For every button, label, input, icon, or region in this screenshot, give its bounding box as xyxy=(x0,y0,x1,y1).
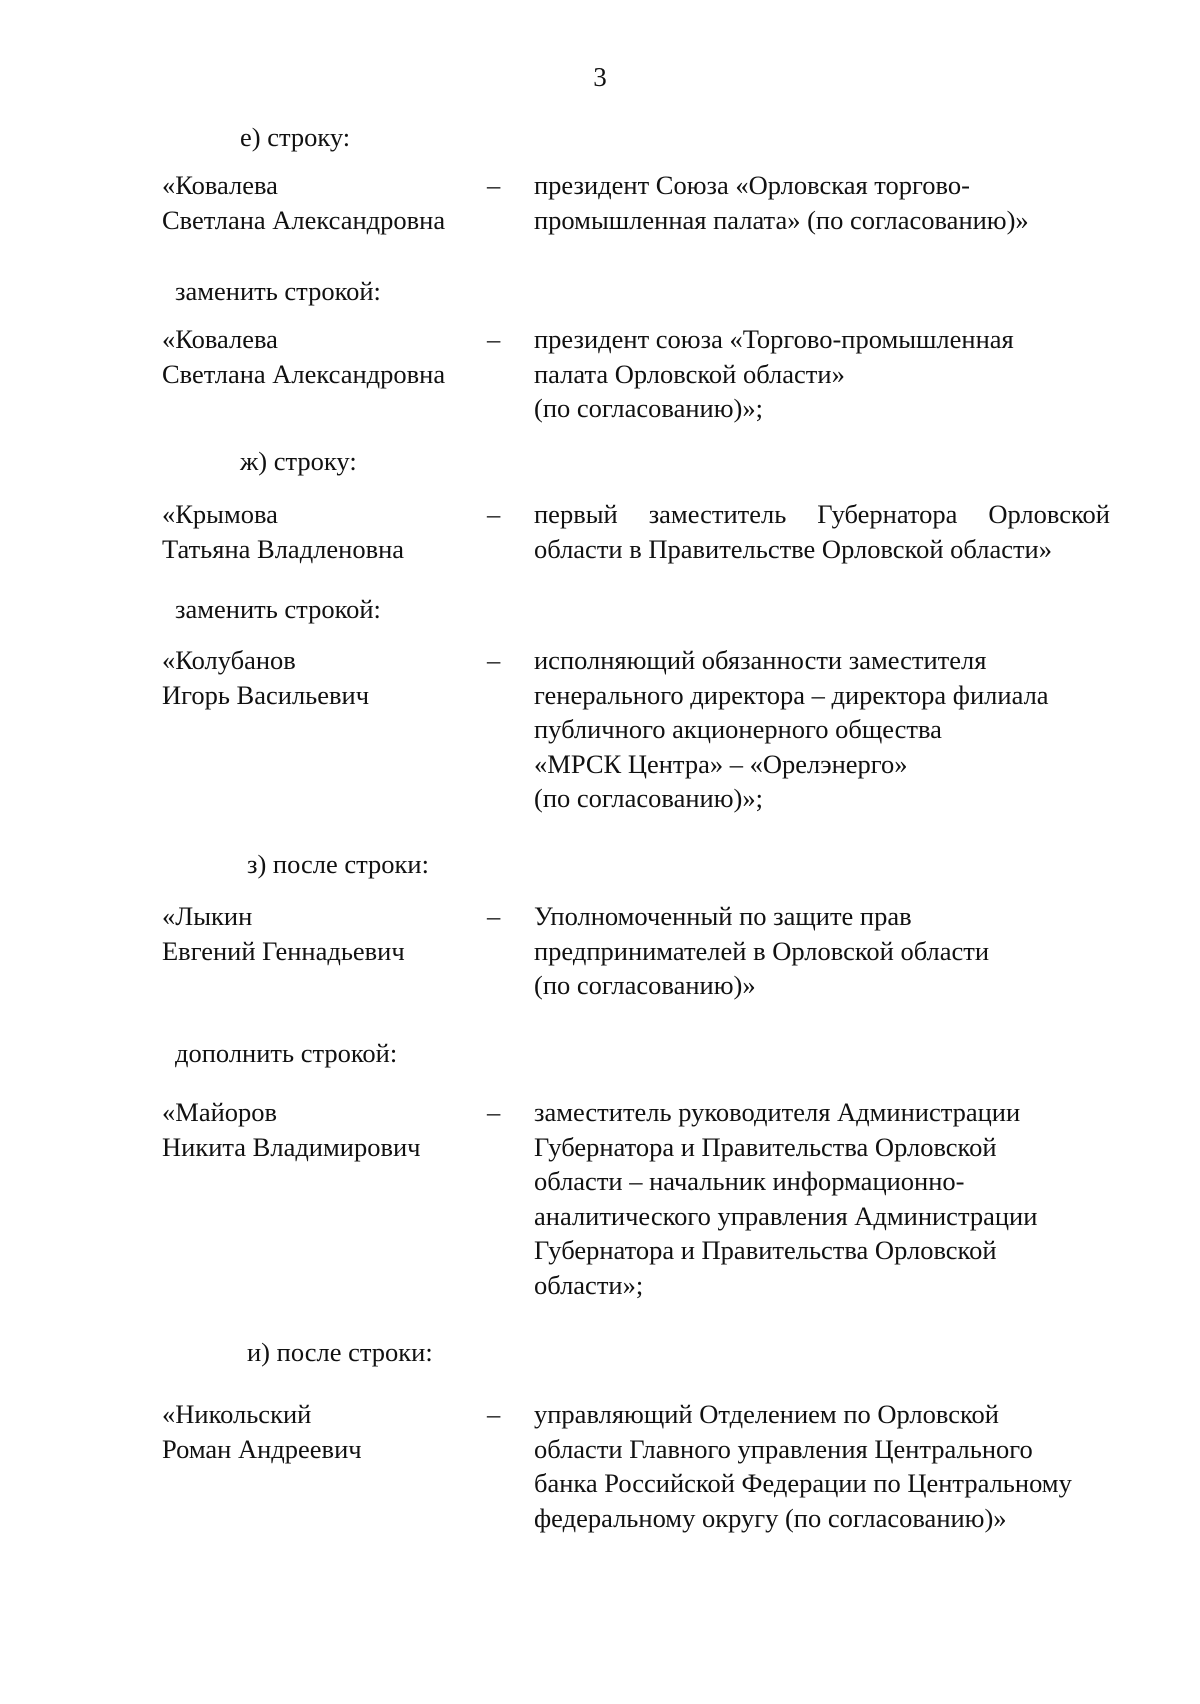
surname: «Колубанов xyxy=(162,645,296,675)
given-names: Евгений Геннадьевич xyxy=(162,935,405,966)
description-line: генерального директора – директора филиала xyxy=(534,679,1049,710)
description-line: исполняющий обязанности заместителя xyxy=(534,645,987,675)
dash-separator: – xyxy=(487,1097,501,1127)
person-name xyxy=(162,1095,462,1164)
instruction-e: е) строку: xyxy=(240,122,351,152)
given-names: Игорь Васильевич xyxy=(162,679,370,710)
person-name xyxy=(162,899,462,968)
page-number: 3 xyxy=(593,62,607,92)
description-line: (по согласованию)» xyxy=(534,970,756,1000)
instruction-z: з) после строки: xyxy=(247,849,429,879)
position-description xyxy=(534,497,1122,566)
description-line: «МРСК Центра» – «Орелэнерго» xyxy=(534,748,908,779)
person-name xyxy=(162,168,462,237)
description-line: Губернатора и Правительства Орловской xyxy=(534,1235,997,1265)
person-name xyxy=(162,643,462,712)
description-line: Уполномоченный по защите прав xyxy=(534,901,912,931)
person-name xyxy=(162,1397,462,1466)
description-line: Губернатора и Правительства Орловской xyxy=(534,1131,997,1162)
description-line: публичного акционерного общества xyxy=(534,714,942,744)
description-line: (по согласованию)»; xyxy=(534,783,763,813)
position-description xyxy=(534,643,1122,816)
description-line: заместитель руководителя Администрации xyxy=(534,1097,1021,1127)
description-line: президент Союза «Орловская торгово- xyxy=(534,170,970,200)
description-line: промышленная палата» (по согласованию)» xyxy=(534,204,1029,235)
description-line: первый заместитель Губернатора Орловской xyxy=(534,499,1110,529)
dash-separator: – xyxy=(487,901,501,931)
instruction-i: и) после строки: xyxy=(247,1337,433,1367)
position-description xyxy=(534,1095,1122,1302)
description-line: президент союза «Торгово-промышленная xyxy=(534,324,1014,354)
given-names: Светлана Александровна xyxy=(162,204,446,235)
position-description xyxy=(534,168,1122,237)
description-line: области в Правительстве Орловской области» xyxy=(534,533,1052,564)
description-line: аналитического управления Администрации xyxy=(534,1200,1038,1231)
given-names: Роман Андреевич xyxy=(162,1433,362,1464)
surname: «Лыкин xyxy=(162,901,253,931)
given-names: Светлана Александровна xyxy=(162,358,446,389)
position-description xyxy=(534,1397,1122,1535)
position-description xyxy=(534,322,1122,426)
instruction-replace-2: заменить строкой: xyxy=(175,594,381,624)
surname: «Майоров xyxy=(162,1097,278,1127)
given-names: Никита Владимирович xyxy=(162,1131,421,1162)
person-name xyxy=(162,497,462,566)
description-line: области Главного управления Центрального xyxy=(534,1433,1033,1464)
person-name xyxy=(162,322,462,391)
surname: «Никольский xyxy=(162,1399,312,1429)
description-line: палата Орловской области» xyxy=(534,358,845,389)
dash-separator: – xyxy=(487,170,501,200)
dash-separator: – xyxy=(487,645,501,675)
dash-separator: – xyxy=(487,324,501,354)
dash-separator: – xyxy=(487,499,501,529)
description-line: банка Российской Федерации по Центральному xyxy=(534,1468,1072,1498)
description-line: предпринимателей в Орловской области xyxy=(534,935,990,966)
description-line: области»; xyxy=(534,1269,644,1300)
description-line: (по согласованию)»; xyxy=(534,393,763,423)
given-names: Татьяна Владленовна xyxy=(162,533,405,564)
surname: «Ковалева xyxy=(162,324,278,354)
instruction-append: дополнить строкой: xyxy=(175,1038,398,1068)
surname: «Крымова xyxy=(162,499,278,529)
position-description xyxy=(534,899,1122,1003)
description-line: федеральному округу (по согласованию)» xyxy=(534,1502,1007,1533)
dash-separator: – xyxy=(487,1399,501,1429)
instruction-replace-1: заменить строкой: xyxy=(175,276,381,306)
description-line: области – начальник информационно- xyxy=(534,1166,965,1196)
surname: «Ковалева xyxy=(162,170,278,200)
description-line: управляющий Отделением по Орловской xyxy=(534,1399,999,1429)
instruction-zh: ж) строку: xyxy=(240,446,357,476)
